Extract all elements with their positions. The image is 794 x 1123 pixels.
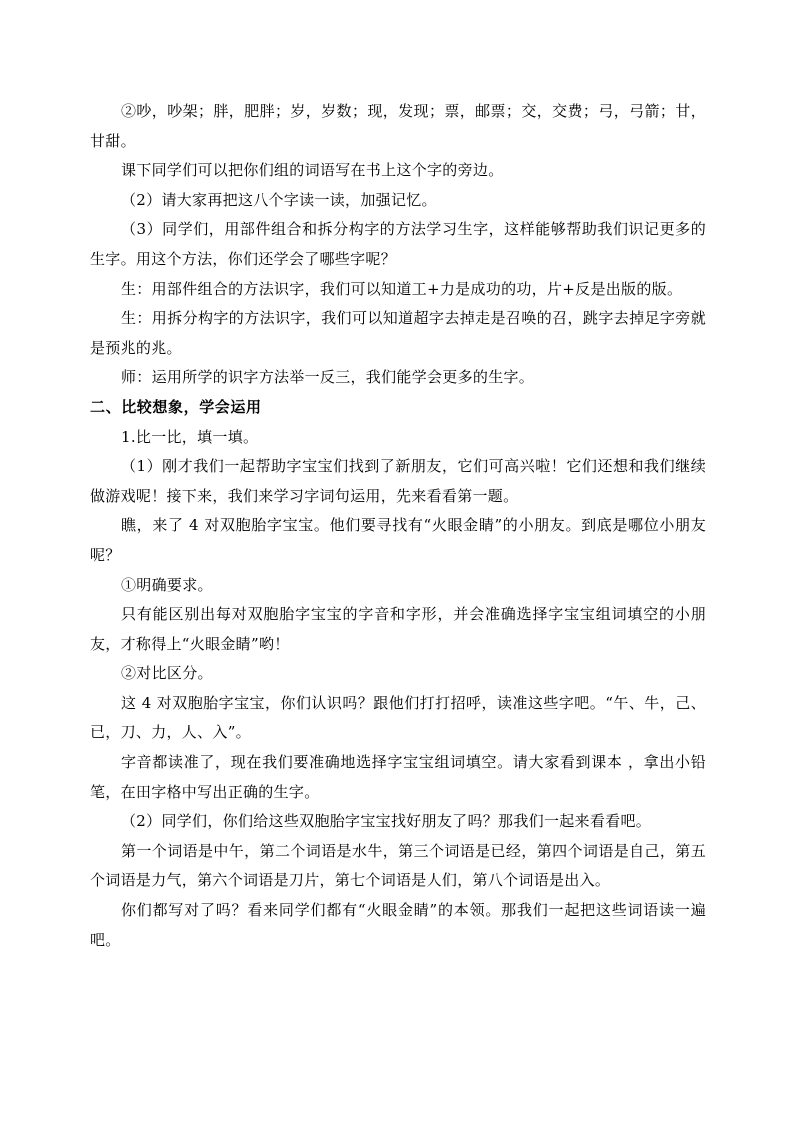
document-body bbox=[90, 97, 706, 955]
paragraph-read-again: （2）请大家再把这八个字读一读，加强记忆。 bbox=[121, 190, 437, 209]
paragraph-requirements-detail: 只有能区别出每对双胞胎字宝宝的字音和字形，并会准确选择字宝宝组词填空的小朋友，才称得上“火眼金睛”哟！ bbox=[90, 605, 706, 653]
paragraph-twin-characters: 瞧，来了 4 对双胞胎字宝宝。他们要寻找有“火眼金睛”的小朋友。到底是哪位小朋友呢？ bbox=[90, 516, 706, 564]
paragraph-word-answers: 第一个词语是中午，第二个词语是水牛，第三个词语是已经，第四个词语是自己，第五个词语是力气，第六个词语是刀片，第七个词语是人们，第八个词语是出入。 bbox=[90, 841, 706, 890]
paragraph-step-compare: ②对比区分。 bbox=[121, 664, 213, 683]
paragraph-homework-note: 课下同学们可以把你们组的词语写在书上这个字的旁边。 bbox=[121, 161, 504, 180]
section-heading: 二、比较想象，学会运用 bbox=[90, 397, 262, 416]
paragraph-word-pairs: ②吵，吵架；胖，肥胖；岁，岁数；现，发现；票，邮票；交，交费；弓，弓箭；甘，甘甜。 bbox=[90, 102, 706, 150]
paragraph-student-answer-2: 生：用拆分构字的方法识字，我们可以知道超字去掉走是召唤的召，跳字去掉足字旁就是预兆的兆。 bbox=[90, 309, 706, 357]
paragraph-step-requirements: ①明确要求。 bbox=[121, 575, 213, 594]
paragraph-student-answer-1: 生：用部件组合的方法识字，我们可以知道工+力是成功的功，片+反是出版的版。 bbox=[121, 279, 683, 298]
paragraph-fill-in: 字音都读准了，现在我们要准确地选择字宝宝组词填空。请大家看到课本 ，拿出小铅笔，在田字格中写出正确的生字。 bbox=[90, 753, 706, 801]
paragraph-teacher-summary: 师：运用所学的识字方法举一反三，我们能学会更多的生字。 bbox=[121, 368, 535, 387]
paragraph-exercise-title: 1.比一比，填一填。 bbox=[121, 427, 259, 446]
paragraph-check-answers: （2）同学们，你们给这些双胞胎字宝宝找好朋友了吗？那我们一起来看看吧。 bbox=[121, 812, 652, 831]
paragraph-exercise-intro: （1）刚才我们一起帮助字宝宝们找到了新朋友，它们可高兴啦！它们还想和我们继续做游戏呢！接下来，我们来学习字词句运用，先来看看第一题。 bbox=[90, 457, 706, 505]
paragraph-character-list: 这 4 对双胞胎字宝宝，你们认识吗？跟他们打打招呼，读准这些字吧。“午、牛，己、已，刀、力，人、入”。 bbox=[90, 693, 706, 742]
paragraph-closing: 你们都写对了吗？看来同学们都有“火眼金睛”的本领。那我们一起把这些词语读一遍吧。 bbox=[90, 901, 706, 949]
paragraph-component-method: （3）同学们，用部件组合和拆分构字的方法学习生字，这样能够帮助我们识记更多的生字。用这个方法，你们还学会了哪些字呢？ bbox=[90, 220, 706, 268]
